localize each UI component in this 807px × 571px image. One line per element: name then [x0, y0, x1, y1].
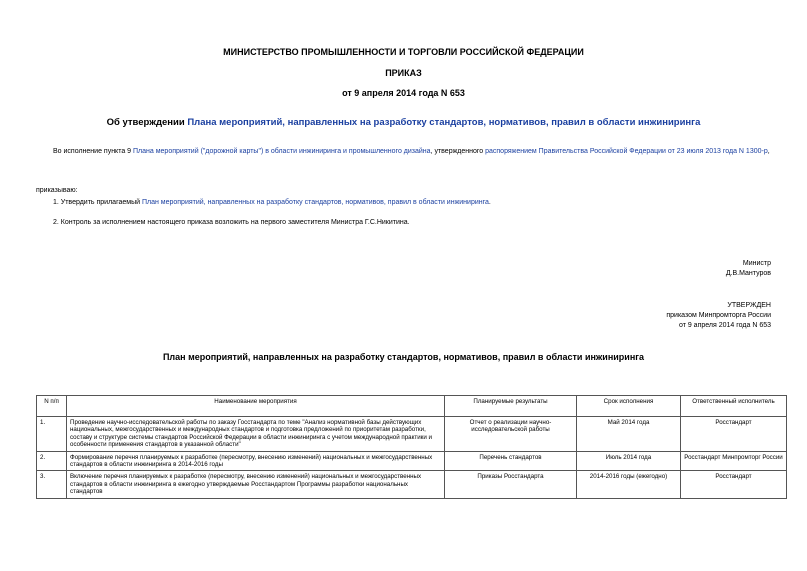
order-item-1-prefix: 1. Утвердить прилагаемый	[53, 199, 142, 206]
cell-result: Приказы Росстандарта	[445, 471, 577, 498]
table-row	[37, 417, 787, 452]
col-header-name: Наименование мероприятия	[67, 396, 445, 417]
roadmap-link[interactable]: Плана мероприятий ("дорожной карты") в области инжиниринга и промышленного дизайна	[133, 148, 431, 155]
date-number-heading: от 9 апреля 2014 года N 653	[342, 88, 465, 98]
approval-line-2: приказом Минпромторга России	[666, 312, 771, 319]
cell-deadline: 2014-2016 годы (ежегодно)	[577, 471, 681, 498]
table-row	[37, 471, 787, 498]
approval-line-1: УТВЕРЖДЕН	[727, 302, 771, 309]
cell-responsible: Росстандарт	[681, 417, 787, 452]
approval-block	[666, 301, 771, 331]
col-header-deadline: Срок исполнения	[577, 396, 681, 417]
cell-num: 3.	[37, 471, 67, 498]
cell-deadline: Май 2014 года	[577, 417, 681, 452]
order-item-1-suffix: .	[488, 199, 491, 206]
table-row	[37, 451, 787, 471]
preamble-text-1: Во исполнение пункта 9	[53, 148, 134, 155]
plan-table	[36, 395, 787, 499]
approval-line-3: от 9 апреля 2014 года N 653	[678, 322, 771, 329]
doc-type-heading: ПРИКАЗ	[385, 68, 422, 78]
title-link[interactable]: Плана мероприятий, направленных на разработку стандартов, нормативов, правил в области инжиниринга	[187, 117, 701, 128]
col-header-responsible: Ответственный исполнитель	[681, 396, 787, 417]
cell-num: 1.	[37, 417, 67, 452]
cell-responsible: Росстандарт	[681, 471, 787, 498]
preamble-text-2: , утвержденного	[430, 148, 486, 155]
signature-name: Д.В.Мантуров	[725, 270, 771, 277]
signature-block	[726, 259, 771, 279]
signature-position: Министр	[742, 260, 771, 267]
preamble-text-3: ,	[767, 148, 770, 155]
order-label: приказываю:	[36, 187, 78, 194]
cell-name: Проведение научно-исследовательской работы по заказу Госстандарта по теме "Анализ нормативной базы действующих национальных, межгосударственных и международных стандартов и подготовка предложений по приоритетам разработки, составу и структуре системы стандартов Российской Федерации в области инжиниринга с учетом международной практики и особенности применения стандартов в указанной области"	[67, 417, 445, 452]
col-header-result: Планируемые результаты	[445, 396, 577, 417]
plan-link[interactable]: План мероприятий, направленных на разработку стандартов, нормативов, правил в области инжиниринга	[141, 199, 489, 206]
cell-deadline: Июль 2014 года	[577, 451, 681, 471]
order-item-1	[53, 198, 773, 208]
preamble-paragraph	[36, 147, 776, 157]
cell-num: 2.	[37, 451, 67, 471]
cell-name: Включение перечня планируемых к разработке (пересмотру, внесению изменений) национальных и межгосударственных стандартов в области инжиниринга в ежегодно утверждаемые Росстандартом Программы разработки национальных стандартов	[67, 471, 445, 498]
ministry-heading: МИНИСТЕРСТВО ПРОМЫШЛЕННОСТИ И ТОРГОВЛИ РОССИЙСКОЙ ФЕДЕРАЦИИ	[223, 47, 584, 57]
plan-title: План мероприятий, направленных на разработку стандартов, нормативов, правил в области инжиниринга	[162, 352, 645, 362]
government-order-link[interactable]: распоряжением Правительства Российской Федерации от 23 июля 2013 года N 1300-р	[485, 148, 768, 155]
cell-name: Формирование перечня планируемых к разработке (пересмотру, внесению изменений) национальных и межгосударственных стандартов в области инжиниринга в 2014-2016 годы	[67, 451, 445, 471]
cell-result: Отчет о реализации научно-исследовательской работы	[445, 417, 577, 452]
document-title	[0, 117, 807, 128]
cell-responsible: Росстандарт Минпромторг России	[681, 451, 787, 471]
title-prefix: Об утверждении	[106, 117, 188, 128]
cell-result: Перечень стандартов	[445, 451, 577, 471]
col-header-num: N п/п	[37, 396, 67, 417]
order-item-2: 2. Контроль за исполнением настоящего приказа возложить на первого заместителя Министра Г.С.Никитина.	[53, 219, 410, 226]
table-header-row	[37, 396, 787, 417]
